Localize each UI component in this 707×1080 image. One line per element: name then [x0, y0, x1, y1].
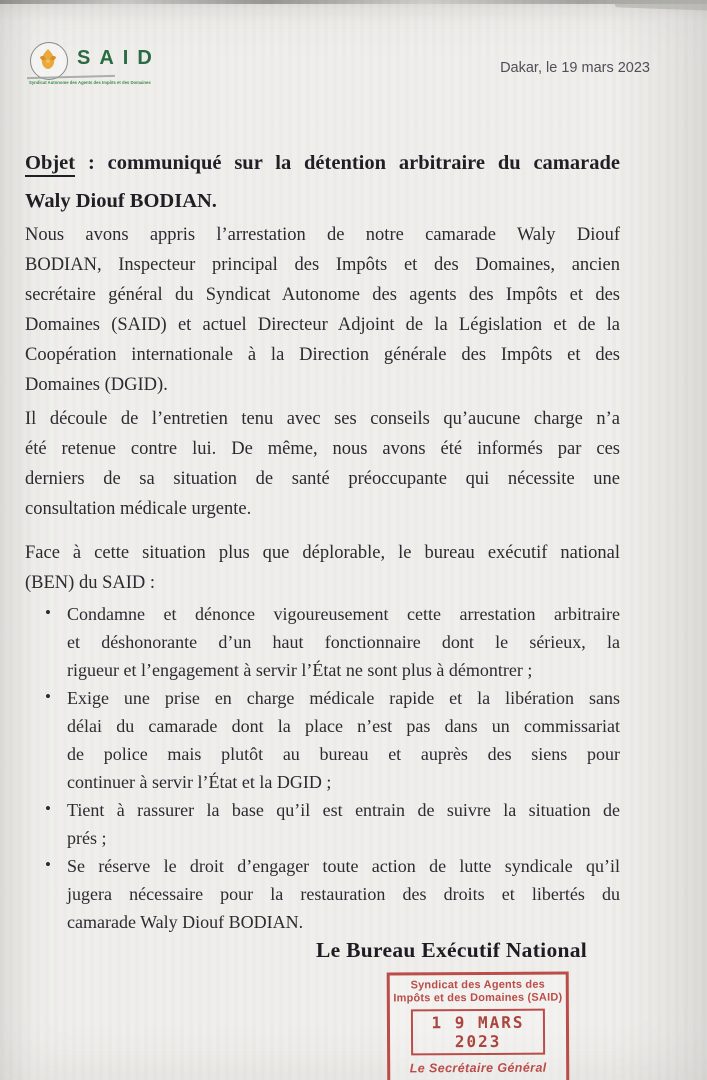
text-line: continuer à servir l’État et la DGID ; [67, 772, 332, 792]
stamp-date-box [411, 1009, 545, 1056]
text-line: Domaines (DGID). [25, 375, 168, 395]
official-stamp [387, 972, 570, 1080]
text-line: Il découle de l’entretien tenu avec ses conseils qu’aucune charge n’a [25, 409, 620, 429]
bullet-item [25, 600, 620, 684]
signature-line: Le Bureau Exécutif National [316, 938, 588, 962]
text-line: Domaines (SAID) et actuel Directeur Adjoint de la Législation et de la [25, 315, 620, 335]
bullet-item [25, 796, 620, 852]
bullet-item [25, 684, 620, 796]
stamp-org-line-1: Syndicat des Agents des [410, 978, 545, 992]
bullet-dot: • [45, 799, 51, 818]
logo-tagline: Syndicat Autonome des Agents des Impôts et des Domaines [29, 80, 151, 85]
scan-edge-artifact [0, 0, 707, 4]
text-line: derniers de sa situation de santé préoccupante qui nécessite une [25, 469, 620, 489]
text-line: de police mais plutôt au bureau et auprès des siens pour [67, 744, 620, 764]
text-line: BODIAN, Inspecteur principal des Impôts et des Domaines, ancien [25, 255, 620, 275]
text-line: Face à cette situation plus que déplorable, le bureau exécutif national [25, 543, 620, 563]
text-line: Se réserve le droit d’engager toute action de lutte syndicale qu’il [67, 856, 620, 876]
bullet-item [25, 852, 620, 936]
text-line: Nous avons appris l’arrestation de notre camarade Waly Diouf [25, 225, 620, 245]
text-line: Coopération internationale à la Direction générale des Impôts et des [25, 345, 620, 365]
text-line: jugera nécessaire pour la restauration des droits et libertés du [67, 884, 620, 904]
text-line: délai du camarade dont la place n’est pas dans un commissariat [67, 716, 620, 736]
stamp-date: 1 9 MARS 2023 [431, 1012, 525, 1052]
date-line: Dakar, le 19 mars 2023 [500, 60, 650, 76]
text-line: Exige une prise en charge médicale rapide et la libération sans [67, 688, 620, 708]
text-line: Condamne et dénonce vigoureusement cette arrestation arbitraire [67, 604, 620, 624]
stamp-org-line-2: Impôts et des Domaines (SAID) [393, 991, 563, 1004]
bullet-list [25, 600, 620, 936]
bullet-dot: • [45, 603, 51, 622]
subject-label: Objet [25, 152, 75, 177]
bullet-dot: • [45, 855, 51, 874]
text-line: et déshonorante d’un haut fonctionnaire dont le sérieux, la [67, 632, 620, 652]
subject-block [25, 144, 620, 220]
text-line: été retenue contre lui. De même, nous avons été informés par ces [25, 439, 620, 459]
text-line: secrétaire général du Syndicat Autonome des agents des Impôts et des [25, 285, 620, 305]
stamp-signatory: Le Secrétaire Général [409, 1060, 547, 1076]
stamp-org-name [390, 979, 566, 1005]
said-logo-icon [30, 42, 68, 80]
bullet-dot: • [45, 687, 51, 706]
subject-line-2: Waly Diouf BODIAN. [25, 190, 217, 212]
subject-line-1 [25, 144, 620, 182]
paragraph [25, 538, 620, 598]
text-line: consultation médicale urgente. [25, 499, 252, 519]
paragraph [25, 404, 620, 524]
subject-text: : communiqué sur la détention arbitraire du camarade [75, 152, 620, 174]
scan-smudge-artifact [615, 0, 707, 11]
text-line: rigueur et l’engagement à servir l’État ne sont plus à démontrer ; [67, 660, 533, 680]
logo-acronym: SAID [77, 47, 161, 69]
logo-splash-icon [33, 45, 63, 75]
text-line: camarade Waly Diouf BODIAN. [67, 912, 304, 932]
text-line: Tient à rassurer la base qu’il est entrain de suivre la situation de [67, 800, 620, 820]
paragraph [25, 220, 620, 400]
text-line: (BEN) du SAID : [25, 573, 156, 593]
text-line: prés ; [67, 828, 107, 848]
